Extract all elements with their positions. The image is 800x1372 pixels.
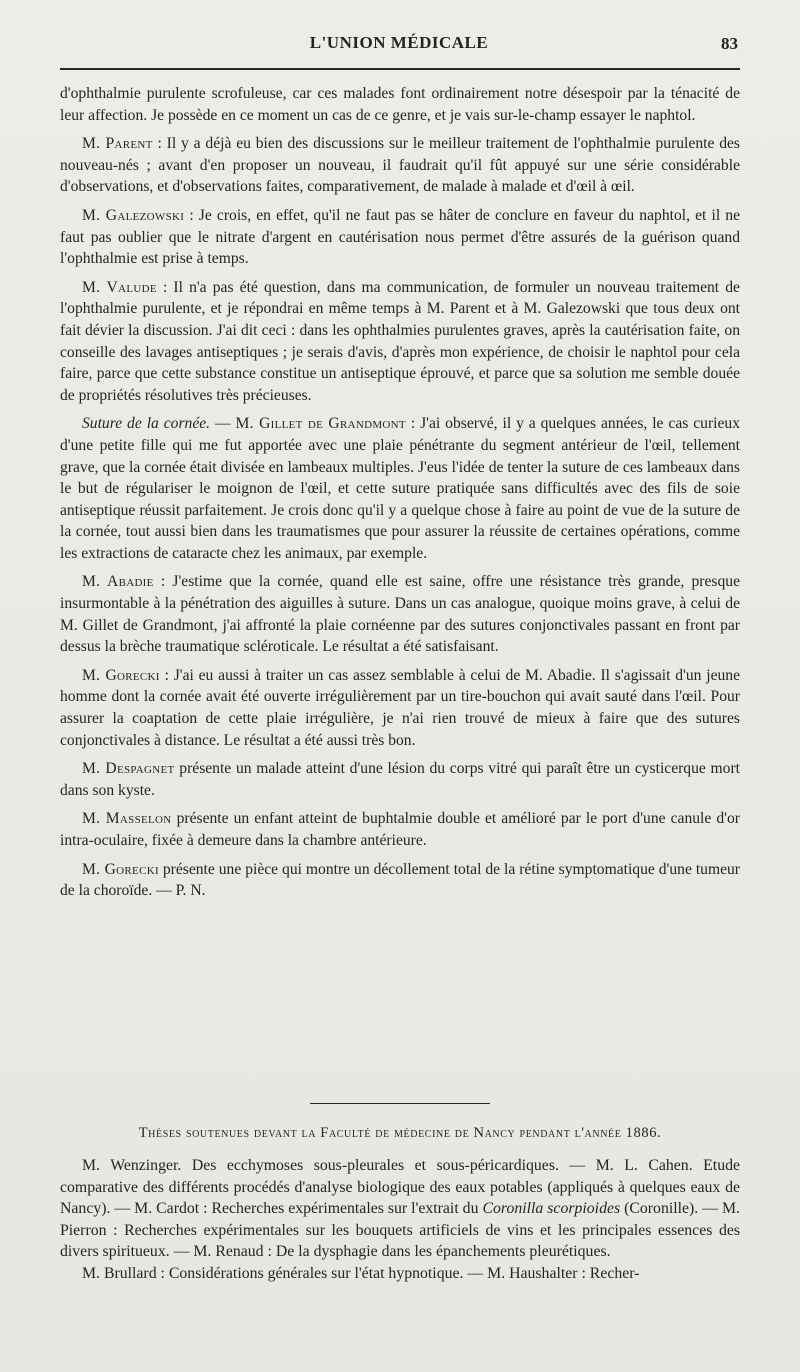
paragraph-text: d'ophthalmie purulente scrofuleuse, car ces malades font ordinairement notre désespoir par la ténacité de leur affection. Je possède en ce moment un cas de ce genre, et je vais sur-le-champ essayer le naphtol. (60, 85, 740, 124)
paragraph-galezowski (60, 205, 740, 270)
theses-list (60, 1155, 740, 1285)
paragraph-text: : Il n'a pas été question, dans ma communication, de formuler un nouveau traitement de l'ophthalmie purulente, et je répondrai en même temps à M. Parent et à M. Galezowski que tous deux ont fait dévier la discussion. J'ai dit ceci : dans les ophthalmies purulentes graves, après la cautérisation faite, on conseille des lavages antiseptiques ; je serais d'avis, d'après mon expérience, de choisir le naphtol pour cela faire, parce que cette substance constitue un antiseptique éprouvé, et parce que sa solution me semble douée de propriétés résolutives très précieuses. (60, 278, 740, 404)
section-topic: Suture de la cornée. (82, 415, 211, 433)
topic-dash: — (210, 415, 236, 433)
theses-text: M. Brullard : Considérations générales sur l'état hypnotique. — M. Haushalter : Recher- (82, 1264, 640, 1282)
page-header (60, 33, 738, 65)
speaker-name: M. Abadie (82, 573, 154, 591)
speaker-name: M. Gorecki (82, 860, 159, 878)
paragraph-text: : J'ai observé, il y a quelques années, le cas curieux d'une petite fille qui me fut apportée avec une plaie pénétrante du segment antérieur de l'œil, tellement grave, que la cornée était divisée en lambeaux multiples. J'eus l'idée de tenter la suture de ces lambeaux dans le but de régulariser le moignon de l'œil, et cette suture pratiquée sans difficultés avec des fils de soie antiseptique réussit parfaitement. Je crois donc qu'il y a quelque chose à faire au point de vue de la suture de la cornée, tout aussi bien dans les traumatismes que pour assurer la réussite de certaines opérations, comme les extractions de cataracte chez les animaux, par exemple. (60, 415, 740, 562)
paragraph-text: présente un malade atteint d'une lésion du corps vitré qui paraît être un cysticerque mort dans son kyste. (60, 760, 740, 799)
article-body (60, 83, 740, 909)
speaker-name: M. Valude (82, 278, 157, 296)
paragraph-masselon (60, 808, 740, 851)
header-rule (60, 68, 740, 70)
paragraph-text: : Il y a déjà eu bien des discussions sur le meilleur traitement de l'ophthalmie purulente des nouveau-nés ; avant d'en proposer un nouveau, il faudrait qu'il fût appuyé sur une série considérable d'observations, et d'observations faites, comparativement, de malade à malade et d'œil à œil. (60, 135, 740, 196)
paragraph-valude (60, 277, 740, 407)
paragraph-text: présente un enfant atteint de buphtalmie double et amélioré par le port d'une canule d'or intra-oculaire, fixée à demeure dans la chambre antérieure. (60, 810, 740, 849)
paragraph-gorecki (60, 665, 740, 751)
theses-paragraph (60, 1155, 740, 1263)
speaker-name: M. Gorecki (82, 666, 160, 684)
speaker-name: M. Gillet de Grandmont (235, 415, 406, 433)
paragraph-gorecki-2 (60, 859, 740, 902)
species-name: Coronilla scorpioides (482, 1200, 621, 1218)
paragraph-text: : J'ai eu aussi à traiter un cas assez semblable à celui de M. Abadie. Il s'agissait d'un jeune homme dont la cornée avait été ouverte irrégulièrement par un tire-bouchon qui avait sauté dans l'œil. Pour assurer la coaptation de cette plaie irrégulière, je n'ai rien trouvé de mieux à faire que des sutures conjonctivales à distance. Le résultat a été aussi très bon. (60, 666, 740, 749)
speaker-name: M. Despagnet (82, 760, 175, 778)
paragraph-parent (60, 133, 740, 198)
paragraph-text: : J'estime que la cornée, quand elle est saine, offre une résistance très grande, presque insurmontable à la pénétration des aiguilles à suture. Dans un cas analogue, quoique moins grave, à celui de M. Gillet de Grandmont, j'ai affronté la plaie cornéenne par des sutures conjonctivales passant en front par dessus la brèche traumatique scléroticale. Le résultat a été satisfaisant. (60, 573, 740, 656)
page-number: 83 (721, 34, 738, 53)
theses-section (60, 1125, 740, 1285)
theses-text: (Coronille). — M. Pierron : Recherches expérimentales sur les bouquets artificiels de vins et les principales essences des divers spiritueux. — M. Renaud : De la dysphagie dans les épanchements pleurétiques. (60, 1200, 740, 1261)
paragraph-gillet (60, 413, 740, 564)
theses-heading: Thèses soutenues devant la Faculté de médecine de Nancy pendant l'année 1886. (138, 1125, 662, 1141)
paragraph-despagnet (60, 758, 740, 801)
paragraph-text: présente une pièce qui montre un décollement total de la rétine symptomatique d'une tumeur de la choroïde. — P. N. (60, 860, 740, 900)
section-divider (310, 1103, 490, 1104)
speaker-name: M. Masselon (82, 810, 172, 828)
paragraph-abadie (60, 571, 740, 657)
theses-paragraph (60, 1263, 740, 1285)
paragraph-text: : Je crois, en effet, qu'il ne faut pas se hâter de conclure en faveur du naphtol, et il ne faut pas oublier que le nitrate d'argent en cautérisation nous permet d'être assurés de la guérison quand l'ophthalmie est prise à temps. (60, 206, 740, 268)
running-title: L'UNION MÉDICALE (309, 33, 489, 52)
speaker-name: M. Galezowski (82, 206, 185, 224)
paragraph-continuation (60, 83, 740, 126)
speaker-name: M. Parent (82, 135, 153, 153)
theses-text: M. Wenzinger. Des ecchymoses sous-pleurales et sous-péricardiques. — M. L. Cahen. Etude comparative des différents procédés d'analyse biologique des eaux potables (appliqués à quelques eaux de Nancy). — M. Cardot : Recherches expérimentales sur l'extrait du (60, 1157, 740, 1218)
